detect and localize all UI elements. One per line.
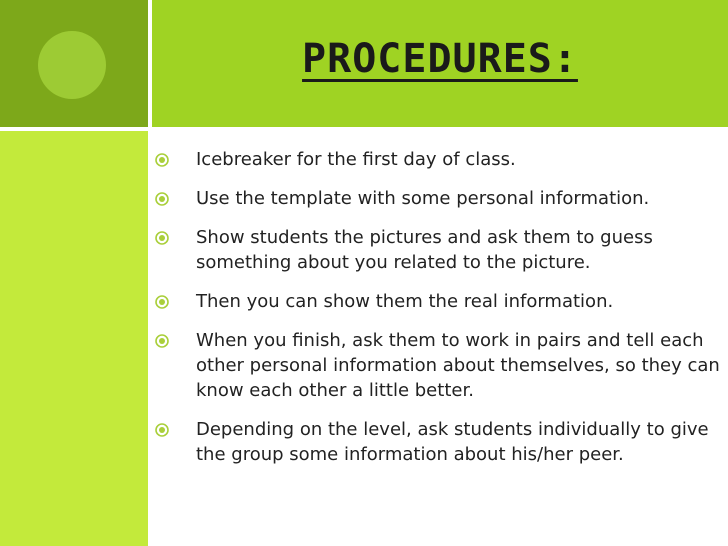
bullet-text: Depending on the level, ask students individually to give the group some information about his/her peer. xyxy=(196,419,709,465)
slide-title xyxy=(152,36,728,82)
circle-bullet-icon xyxy=(155,295,169,309)
bullet-list xyxy=(0,147,728,481)
bullet-text: Then you can show them the real information. xyxy=(196,291,614,312)
bullet-item xyxy=(0,225,728,275)
bullet-text: When you finish, ask them to work in pairs and tell each other personal information about themselves, so they can know each other a little better. xyxy=(196,330,720,401)
bullet-item xyxy=(0,328,728,403)
bullet-text: Show students the pictures and ask them to guess something about you related to the picture. xyxy=(196,227,653,273)
circle-bullet-icon xyxy=(155,334,169,348)
slide-title-text: PROCEDURES: xyxy=(302,36,578,82)
bullet-item xyxy=(0,186,728,211)
bullet-item xyxy=(0,147,728,172)
bullet-item xyxy=(0,417,728,467)
circle-bullet-icon xyxy=(155,423,169,437)
circle-bullet-icon xyxy=(155,231,169,245)
bullet-text: Icebreaker for the first day of class. xyxy=(196,149,516,170)
circle-bullet-icon xyxy=(155,153,169,167)
bullet-text: Use the template with some personal information. xyxy=(196,188,650,209)
circle-bullet-icon xyxy=(155,192,169,206)
bullet-item xyxy=(0,289,728,314)
horizontal-divider xyxy=(0,127,728,131)
decorative-circle-icon xyxy=(38,31,106,99)
